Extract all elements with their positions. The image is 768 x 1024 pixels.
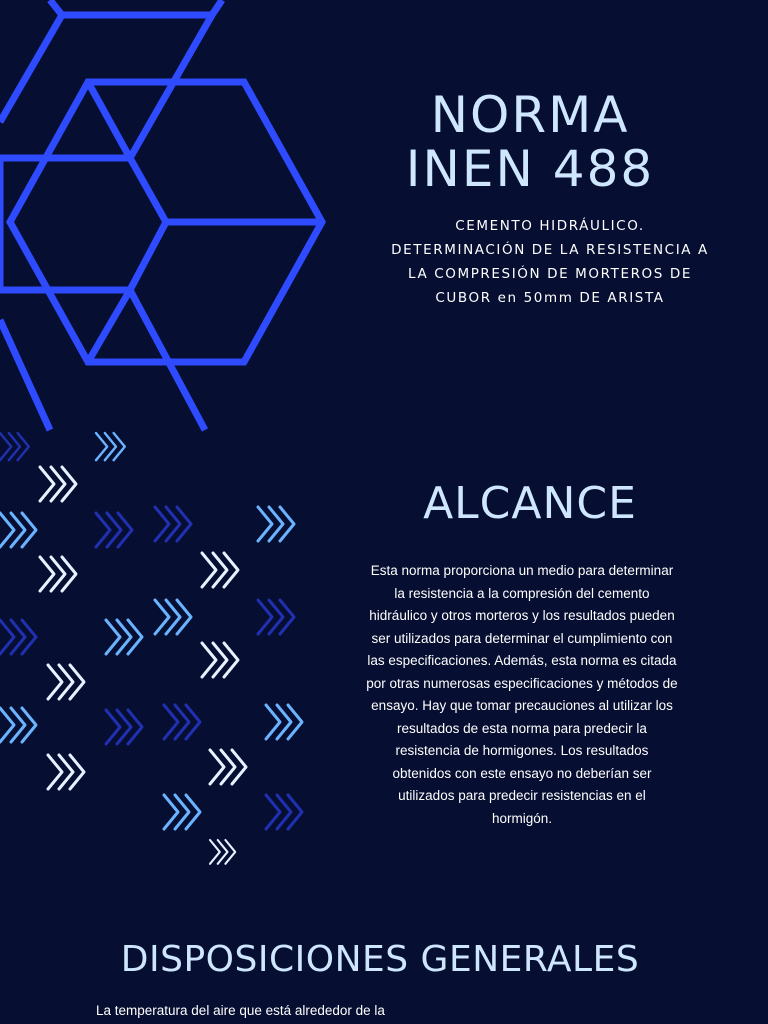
triple-chevron-right-icon [266,705,302,739]
triple-chevron-right-icon [155,600,191,634]
triple-chevron-right-icon [106,710,142,744]
triple-chevron-right-icon [155,507,191,541]
title-line-2: INEN 488 [405,140,655,198]
alcance-line: las especificaciones. Además, esta norma es citada [367,653,677,668]
triple-chevron-right-icon [210,840,235,864]
triple-chevron-right-icon [202,643,238,677]
chevron-stroke [258,600,272,634]
chevron-stroke [48,665,62,699]
alcance-line: Esta norma proporciona un medio para determinar [370,563,674,578]
hex-edge [88,82,130,158]
chevron-stroke [40,467,54,501]
triple-chevron-right-icon [202,553,238,587]
chevron-stroke [155,507,169,541]
chevron-stroke [0,620,14,654]
triple-chevron-right-icon [40,467,76,501]
subtitle-line-4: CUBOR en 50mm DE ARISTA [435,290,665,306]
disposiciones-heading: DISPOSICIONES GENERALES [120,939,640,980]
chevron-stroke [40,557,54,591]
chevron-stroke [0,708,14,742]
title-line-1: NORMA [430,86,630,144]
alcance-line: hidráulico y otros morteros y los resultados pueden [369,608,675,623]
chevron-stroke [48,755,62,789]
hexagon-pattern-graphic [0,0,340,440]
chevron-stroke [210,750,224,784]
triple-chevron-right-icon [48,665,84,699]
triple-chevron-right-icon [164,795,200,829]
hex-edge [88,290,130,362]
chevron-stroke [106,620,120,654]
alcance-heading: ALCANCE [423,478,637,529]
alcance-line: utilizados para predecir resistencias en el [398,788,646,803]
chevron-stroke [210,840,220,864]
alcance-line: la resistencia a la compresión del cemento [394,585,650,601]
alcance-line: por otras numerosas especificaciones y métodos de [366,675,678,691]
hex-edge [0,320,50,430]
triple-chevron-right-icon [0,708,36,742]
chevron-stroke [266,795,280,829]
triple-chevron-right-icon [258,507,294,541]
alcance-line: hormigón. [491,810,553,826]
chevron-stroke [164,795,178,829]
chevron-stroke [106,710,120,744]
disposiciones-paragraph: La temperatura del aire que está alrededor de la [96,1003,385,1018]
triple-chevron-right-icon [96,513,132,547]
triple-chevron-right-icon [40,557,76,591]
hex-edge [130,15,212,158]
chevron-stroke [202,643,216,677]
alcance-line: resultados de esta norma para predecir la [397,720,647,736]
subtitle-line-3: LA COMPRESIÓN DE MORTEROS DE [408,266,692,282]
chevron-stroke [0,513,14,547]
alcance-line: obtenidos con este ensayo no deberían ser [392,765,652,781]
triple-chevron-right-icon [48,755,84,789]
triple-chevron-right-icon [96,433,125,460]
triple-chevron-right-icon [0,620,36,654]
chevron-stroke [96,433,107,460]
subtitle-line-1: CEMENTO HIDRÁULICO. [455,218,645,234]
hex-edge [0,15,62,122]
triple-chevron-right-icon [258,600,294,634]
page-title [360,88,700,196]
triple-chevron-right-icon [210,750,246,784]
hexagon-outline-icon [50,0,222,15]
chevron-stroke [258,507,272,541]
chevron-stroke [96,513,110,547]
alcance-line: ensayo. Hay que tomar precauciones al utilizar los [371,698,673,713]
chevron-stroke [155,600,169,634]
alcance-paragraph [322,560,722,830]
hexagon-outline-icon [0,158,166,290]
subtitle-line-2: DETERMINACIÓN DE LA RESISTENCIA A [391,242,709,258]
chevron-pattern-graphic [0,425,320,870]
page-subtitle [360,214,740,310]
triple-chevron-right-icon [0,433,29,460]
chevron-stroke [164,705,178,739]
chevron-stroke [202,553,216,587]
triple-chevron-right-icon [106,620,142,654]
triple-chevron-right-icon [0,513,36,547]
chevron-stroke [0,433,11,460]
alcance-line: ser utilizados para determinar el cumplimiento con [371,630,673,646]
triple-chevron-right-icon [266,795,302,829]
alcance-line: resistencia de hormigones. Los resultados [395,743,649,758]
triple-chevron-right-icon [164,705,200,739]
chevron-stroke [266,705,280,739]
